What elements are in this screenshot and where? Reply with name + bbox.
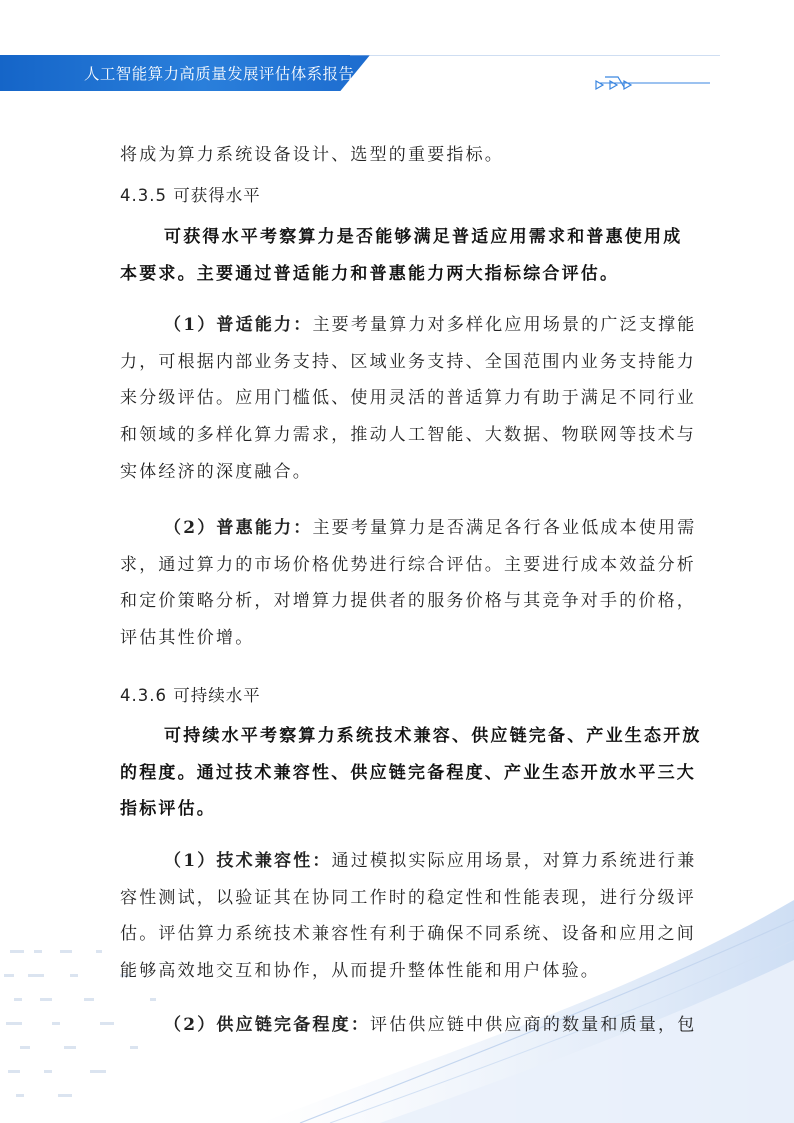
text-line: 和领域的多样化算力需求，推动人工智能、大数据、物联网等技术与 <box>120 425 696 446</box>
text-line <box>120 510 697 547</box>
header-decoration <box>350 55 730 95</box>
text-line: 可获得水平考察算力是否能够满足普适应用需求和普惠使用成 <box>164 227 683 247</box>
item-label: （2）普惠能力： <box>164 518 313 538</box>
text-line: 指标评估。 <box>120 799 216 820</box>
header-arrows-icon <box>596 81 631 89</box>
paragraph-sec436-summary <box>120 718 702 828</box>
item-label: （2）供应链完备程度： <box>164 1015 371 1035</box>
item-text: 评估供应链中供应商的数量和质量，包 <box>370 1015 697 1035</box>
paragraph-item-compatibility <box>120 843 697 990</box>
item-text: 通过模拟实际应用场景，对算力系统进行兼 <box>331 851 697 871</box>
paragraph-item-universal <box>120 307 697 490</box>
text-line: 容性测试，以验证其在协同工作时的稳定性和性能表现，进行分级评 <box>120 887 696 908</box>
text-line: 估。评估算力系统技术兼容性有利于确保不同系统、设备和应用之间 <box>120 924 696 945</box>
paragraph-item-inclusive <box>120 510 697 657</box>
item-text: 主要考量算力对多样化应用场景的广泛支撑能 <box>312 315 697 335</box>
text-line: 评估其性价增。 <box>120 628 255 649</box>
section-heading-4-3-6: 4.3.6 可持续水平 <box>120 686 261 705</box>
text-line: 的程度。通过技术兼容性、供应链完备程度、产业生态开放水平三大 <box>120 762 696 783</box>
paragraph-sec435-summary <box>120 219 683 292</box>
text-line: 来分级评估。应用门槛低、使用灵活的普适算力有助于满足不同行业 <box>120 388 696 409</box>
text-line: 力，可根据内部业务支持、区域业务支持、全国范围内业务支持能力 <box>120 351 696 372</box>
section-heading-4-3-5: 4.3.5 可获得水平 <box>120 186 261 205</box>
paragraph-item-supply-chain <box>120 1007 697 1044</box>
text-line: 本要求。主要通过普适能力和普惠能力两大指标综合评估。 <box>120 263 620 284</box>
text-line <box>120 1007 697 1044</box>
paragraph-intro <box>120 137 674 174</box>
text-line: 求，通过算力的市场价格优势进行综合评估。主要进行成本效益分析 <box>120 554 696 575</box>
text-line <box>120 843 697 880</box>
text-line: 能够高效地交互和协作，从而提升整体性能和用户体验。 <box>120 961 600 982</box>
text-line: 可持续水平考察算力系统技术兼容、供应链完备、产业生态开放 <box>164 726 702 746</box>
text-line <box>120 307 697 344</box>
item-label: （1）技术兼容性： <box>164 851 332 871</box>
text-line: 实体经济的深度融合。 <box>120 461 312 482</box>
text-line: 将成为算力系统设备设计、选型的重要指标。 <box>120 145 504 165</box>
text-line: 和定价策略分析，对增算力提供者的服务价格与其竞争对手的价格， <box>120 591 696 612</box>
item-text: 主要考量算力是否满足各行各业低成本使用需 <box>312 518 697 538</box>
item-label: （1）普适能力： <box>164 315 313 335</box>
report-title: 人工智能算力高质量发展评估体系报告 <box>84 65 355 83</box>
